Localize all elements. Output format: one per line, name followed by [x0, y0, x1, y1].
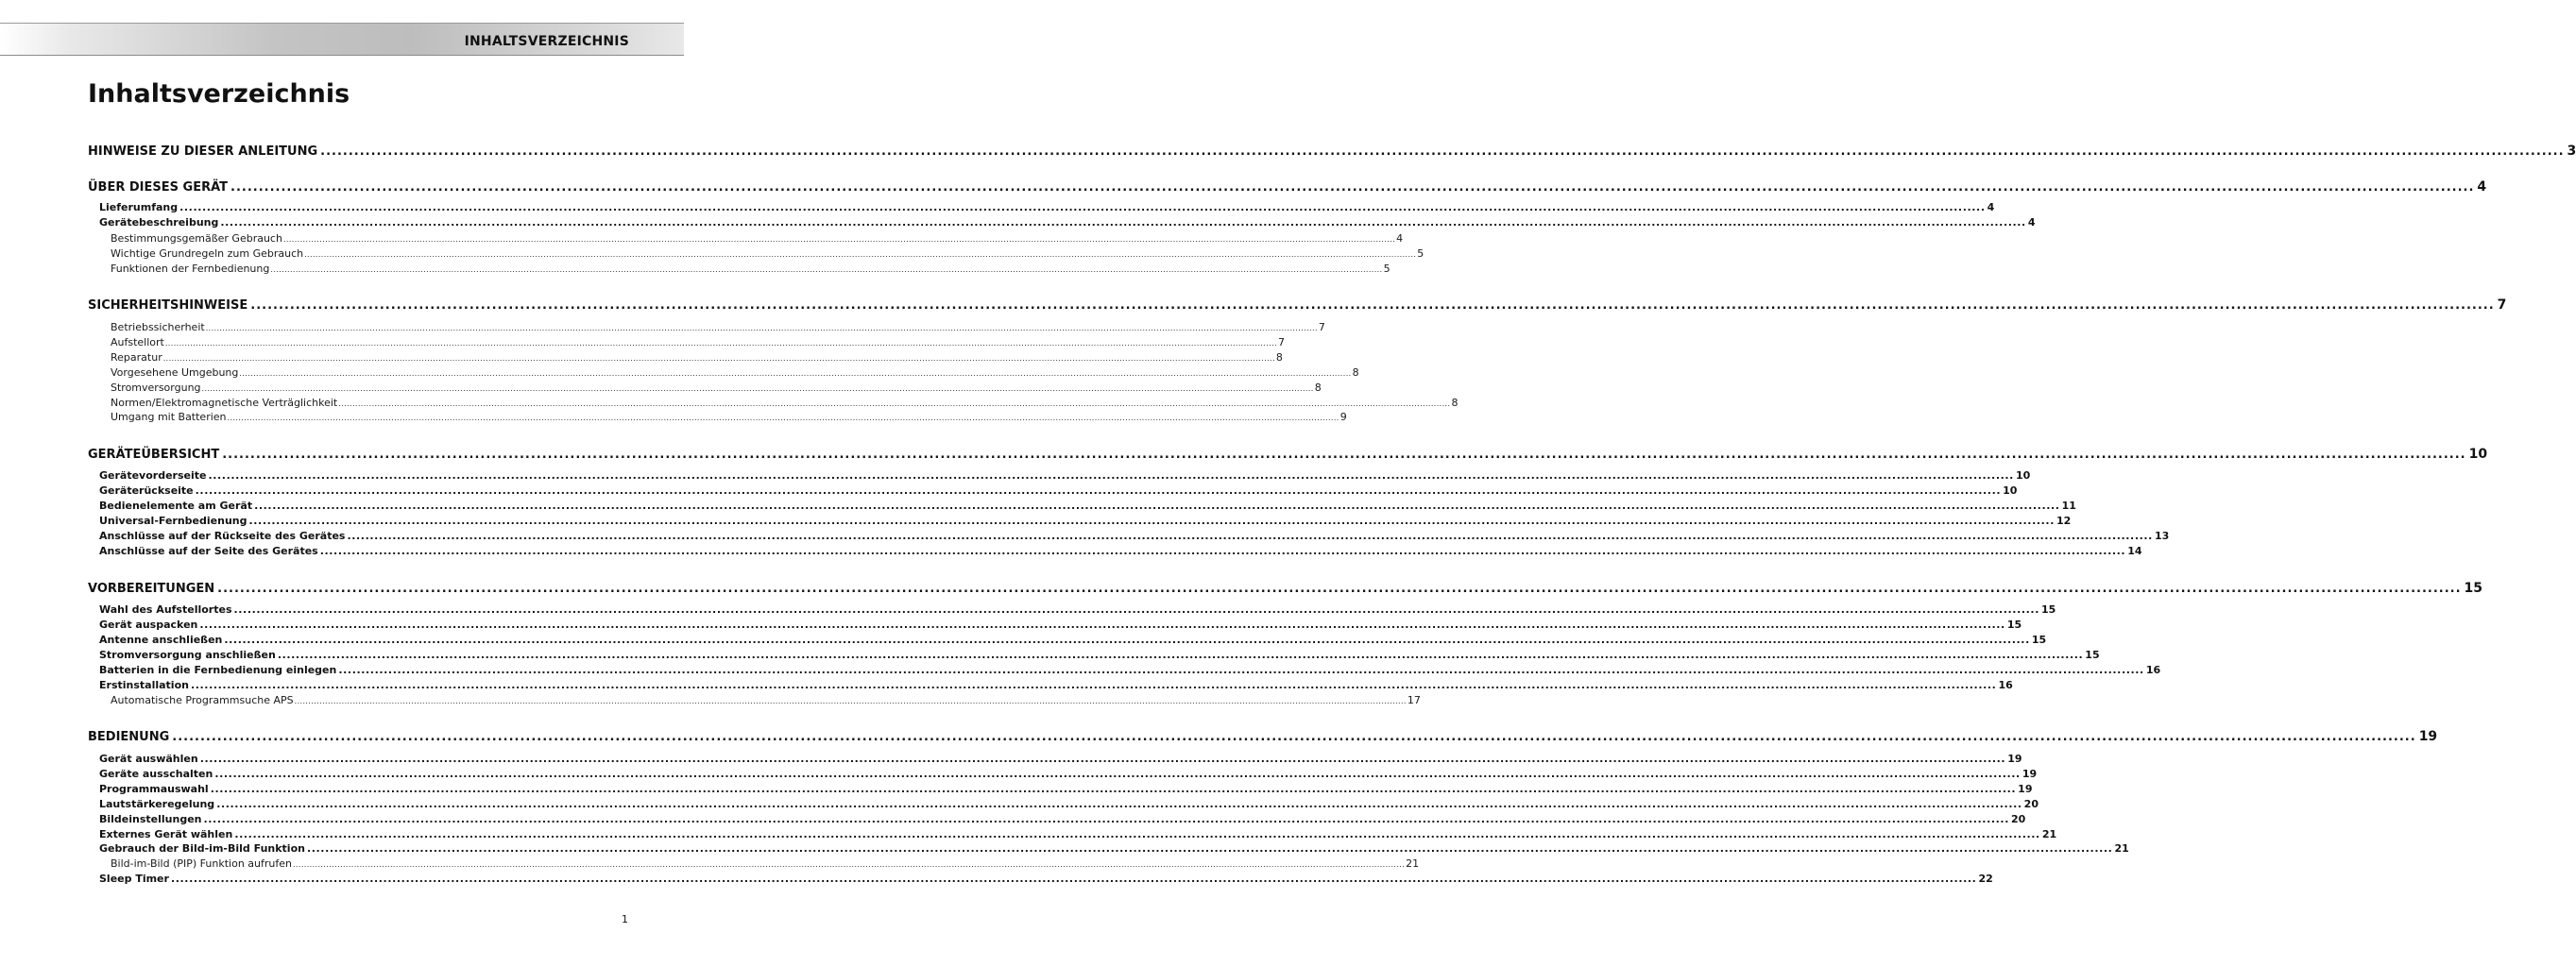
toc-subentry[interactable]: [111, 232, 1404, 245]
toc-entry-page: 20: [2023, 798, 2039, 810]
toc-section[interactable]: [88, 179, 2487, 195]
toc-entry-page: 15: [2464, 581, 2483, 596]
toc-entry[interactable]: [99, 216, 2036, 229]
dot-leader: ................................................................................................................................................................................................................................................................................................................................................................................................................: [199, 753, 2006, 765]
toc-entry-title: Anschlüsse auf der Seite des Gerätes: [99, 545, 318, 557]
toc-entry-title: Externes Gerät wählen: [99, 828, 233, 840]
toc-entry[interactable]: [99, 619, 2022, 631]
toc-entry-page: 7: [1318, 321, 1325, 333]
toc-entry-title: Wahl des Aufstellortes: [99, 603, 232, 616]
toc-entry-page: 19: [2418, 729, 2438, 744]
dot-leader: ................................................................................................................................................................................................................................................................................................................................................................................................................: [254, 500, 2060, 512]
toc-section[interactable]: [88, 447, 2488, 462]
toc-entry-title: Gerätebeschreibung: [99, 216, 219, 229]
dot-leader: ................................................................................................................................................................................................................................................................................................................................................................................................................: [222, 448, 2466, 462]
toc-subentry[interactable]: [111, 247, 1424, 260]
toc-section[interactable]: [88, 297, 2507, 313]
toc-entry[interactable]: [99, 484, 2018, 497]
toc-entry-page: 7: [1278, 336, 1286, 348]
dot-leader: ................................................................................................................................................................................................................................................................................................................................................................................................................: [172, 730, 2416, 744]
toc-entry-title: VORBEREITUNGEN: [88, 582, 215, 596]
toc-entry[interactable]: [99, 873, 1993, 885]
toc-entry-title: ÜBER DIESES GERÄT: [88, 180, 229, 195]
toc-subentry[interactable]: [111, 321, 1325, 333]
toc-entry-title: HINWEISE ZU DIESER ANLEITUNG: [88, 144, 318, 159]
toc-entry-title: Geräterückseite: [99, 484, 194, 497]
toc-entry-title: Funktionen der Fernbedienung: [111, 263, 270, 275]
toc-entry-page: 9: [1339, 411, 1347, 423]
toc-entry-title: Gerät auspacken: [99, 619, 198, 631]
toc-entry-title: Wichtige Grundregeln zum Gebrauch: [111, 247, 304, 260]
toc-entry-page: 8: [1352, 366, 1359, 379]
toc-entry-title: SICHERHEITSHINWEISE: [88, 298, 248, 313]
toc-entry[interactable]: [99, 842, 2129, 855]
toc-entry-page: 19: [2018, 783, 2033, 795]
dot-leader: ................................................................................................................................................................................................................................................................................................................................................................................................................: [170, 873, 1977, 885]
dot-leader: ................................................................................................................................................................................................................................................................................................................................................................................................................: [239, 369, 1352, 378]
page-number: 1: [622, 913, 628, 925]
dot-leader: ................................................................................................................................................................................................................................................................................................................................................................................................................: [250, 298, 2495, 313]
toc-entry[interactable]: [99, 530, 2170, 542]
toc-entry-page: 15: [2040, 603, 2056, 616]
toc-subentry[interactable]: [111, 263, 1390, 275]
toc-entry-title: Vorgesehene Umgebung: [111, 366, 239, 379]
dot-leader: ................................................................................................................................................................................................................................................................................................................................................................................................................: [277, 649, 2084, 661]
toc-entry-title: Umgang mit Batterien: [111, 411, 227, 423]
toc-entry-title: Lautstärkeregelung: [99, 798, 215, 810]
toc-entry-title: Batterien in die Fernbedienung einlegen: [99, 664, 337, 676]
dot-leader: ................................................................................................................................................................................................................................................................................................................................................................................................................: [338, 399, 1451, 408]
toc-entry[interactable]: [99, 813, 2026, 825]
dot-leader: ................................................................................................................................................................................................................................................................................................................................................................................................................: [347, 530, 2153, 542]
toc-entry-title: Bild-im-Bild (PIP) Funktion aufrufen: [111, 857, 292, 870]
toc-entry[interactable]: [99, 634, 2047, 646]
dot-leader: ................................................................................................................................................................................................................................................................................................................................................................................................................: [164, 339, 1278, 348]
toc-entry-page: 10: [2468, 447, 2488, 462]
dot-leader: ................................................................................................................................................................................................................................................................................................................................................................................................................: [294, 697, 1407, 705]
toc-entry-page: 4: [1987, 201, 1995, 213]
dot-leader: ................................................................................................................................................................................................................................................................................................................................................................................................................: [220, 216, 2026, 229]
toc-section[interactable]: [88, 144, 2576, 159]
toc-entry-page: 15: [2031, 634, 2047, 646]
toc-entry-page: 5: [1417, 247, 1424, 260]
toc-subentry[interactable]: [111, 366, 1359, 379]
toc-entry[interactable]: [99, 201, 1995, 213]
toc-subentry[interactable]: [111, 382, 1322, 394]
toc-entry-page: 16: [2145, 664, 2161, 676]
toc-entry-title: Universal-Fernbedienung: [99, 515, 247, 527]
toc-entry-title: Geräte ausschalten: [99, 768, 213, 780]
toc-entry[interactable]: [99, 768, 2038, 780]
dot-leader: ................................................................................................................................................................................................................................................................................................................................................................................................................: [203, 813, 2009, 825]
toc-entry-title: Bildeinstellungen: [99, 813, 202, 825]
toc-entry-title: Programmauswahl: [99, 783, 209, 795]
toc-subentry[interactable]: [111, 351, 1283, 364]
dot-leader: ................................................................................................................................................................................................................................................................................................................................................................................................................: [217, 582, 2462, 596]
toc-entry[interactable]: [99, 515, 2072, 527]
toc-entry-page: 10: [2015, 469, 2031, 482]
toc-entry[interactable]: [99, 469, 2031, 482]
toc-entry-title: Gerät auswählen: [99, 753, 198, 765]
toc-entry-title: Anschlüsse auf der Rückseite des Gerätes: [99, 530, 346, 542]
toc-entry[interactable]: [99, 679, 2013, 691]
dot-leader: ................................................................................................................................................................................................................................................................................................................................................................................................................: [320, 144, 2565, 159]
toc-entry-title: Bedienelemente am Gerät: [99, 500, 253, 512]
dot-leader: ................................................................................................................................................................................................................................................................................................................................................................................................................: [201, 384, 1314, 393]
toc-entry-title: Gebrauch der Bild-im-Bild Funktion: [99, 842, 305, 855]
toc-entry-title: Reparatur: [111, 351, 162, 364]
toc-entry-page: 15: [2085, 649, 2100, 661]
dot-leader: ................................................................................................................................................................................................................................................................................................................................................................................................................: [216, 798, 2022, 810]
toc-entry-page: 4: [2477, 179, 2487, 195]
toc-entry-title: Lieferumfang: [99, 201, 179, 213]
toc-entry-page: 8: [1451, 397, 1459, 409]
toc-entry[interactable]: [99, 500, 2076, 512]
dot-leader: ................................................................................................................................................................................................................................................................................................................................................................................................................: [230, 180, 2475, 195]
toc-entry-page: 13: [2154, 530, 2170, 542]
dot-leader: ................................................................................................................................................................................................................................................................................................................................................................................................................: [190, 679, 1997, 691]
dot-leader: ................................................................................................................................................................................................................................................................................................................................................................................................................: [205, 324, 1318, 332]
header-title: INHALTSVERZEICHNIS: [464, 34, 629, 49]
toc-entry[interactable]: [99, 649, 2100, 661]
toc-entry-page: 3: [2567, 144, 2576, 159]
toc-entry-page: 8: [1275, 351, 1283, 364]
dot-leader: ................................................................................................................................................................................................................................................................................................................................................................................................................: [282, 235, 1396, 244]
toc-entry-title: Automatische Programmsuche APS: [111, 694, 294, 706]
toc-entry[interactable]: [99, 603, 2056, 616]
toc-entry-title: Erstinstallation: [99, 679, 189, 691]
toc-entry-page: 19: [2022, 768, 2038, 780]
toc-entry-page: 7: [2497, 297, 2507, 313]
toc-entry-page: 4: [2027, 216, 2036, 229]
header-band: [0, 23, 684, 56]
dot-leader: ................................................................................................................................................................................................................................................................................................................................................................................................................: [162, 354, 1275, 363]
toc-subentry[interactable]: [111, 411, 1347, 423]
toc-entry-page: 8: [1314, 382, 1322, 394]
toc-entry-title: Aufstellort: [111, 336, 164, 348]
toc-entry[interactable]: [99, 545, 2142, 557]
toc-entry-page: 21: [1406, 857, 1420, 870]
toc-subentry[interactable]: [111, 397, 1459, 409]
toc-entry[interactable]: [99, 664, 2161, 676]
toc-entry[interactable]: [99, 783, 2033, 795]
toc-entry-title: Stromversorgung anschließen: [99, 649, 276, 661]
toc-entry-title: Sleep Timer: [99, 873, 169, 885]
dot-leader: ................................................................................................................................................................................................................................................................................................................................................................................................................: [233, 603, 2039, 616]
toc-entry-page: 12: [2056, 515, 2072, 527]
dot-leader: ................................................................................................................................................................................................................................................................................................................................................................................................................: [248, 515, 2055, 527]
toc-entry-page: 14: [2127, 545, 2142, 557]
toc-entry[interactable]: [99, 798, 2039, 810]
toc-entry-page: 4: [1396, 232, 1404, 245]
page-title: Inhaltsverzeichnis: [88, 79, 350, 109]
dot-leader: ................................................................................................................................................................................................................................................................................................................................................................................................................: [179, 201, 1986, 213]
toc-entry-title: Bestimmungsgemäßer Gebrauch: [111, 232, 282, 245]
toc-entry[interactable]: [99, 753, 2022, 765]
dot-leader: ................................................................................................................................................................................................................................................................................................................................................................................................................: [306, 842, 2113, 855]
dot-leader: ................................................................................................................................................................................................................................................................................................................................................................................................................: [304, 250, 1417, 259]
toc-entry[interactable]: [99, 828, 2057, 840]
toc-entry-page: 21: [2041, 828, 2057, 840]
dot-leader: ................................................................................................................................................................................................................................................................................................................................................................................................................: [199, 619, 2005, 631]
toc-entry-title: Stromversorgung: [111, 382, 201, 394]
dot-leader: ................................................................................................................................................................................................................................................................................................................................................................................................................: [210, 783, 2017, 795]
dot-leader: ................................................................................................................................................................................................................................................................................................................................................................................................................: [224, 634, 2030, 646]
dot-leader: ................................................................................................................................................................................................................................................................................................................................................................................................................: [208, 469, 2014, 482]
dot-leader: ................................................................................................................................................................................................................................................................................................................................................................................................................: [292, 860, 1406, 869]
toc-section[interactable]: [88, 729, 2438, 744]
toc-section[interactable]: [88, 581, 2483, 596]
toc-entry-page: 16: [1998, 679, 2013, 691]
toc-entry-title: Normen/Elektromagnetische Verträglichkeit: [111, 397, 338, 409]
dot-leader: ................................................................................................................................................................................................................................................................................................................................................................................................................: [214, 768, 2021, 780]
toc-entry-page: 20: [2010, 813, 2026, 825]
dot-leader: ................................................................................................................................................................................................................................................................................................................................................................................................................: [195, 484, 2002, 497]
dot-leader: ................................................................................................................................................................................................................................................................................................................................................................................................................: [338, 664, 2144, 676]
toc-subentry[interactable]: [111, 694, 1421, 706]
toc-subentry[interactable]: [111, 336, 1286, 348]
toc-entry-page: 11: [2061, 500, 2076, 512]
toc-entry-page: 19: [2007, 753, 2022, 765]
toc-entry-page: 21: [2114, 842, 2129, 855]
toc-entry-page: 10: [2003, 484, 2018, 497]
toc-subentry[interactable]: [111, 857, 1420, 870]
dot-leader: ................................................................................................................................................................................................................................................................................................................................................................................................................: [270, 265, 1383, 274]
toc-entry-title: BEDIENUNG: [88, 730, 170, 744]
dot-leader: ................................................................................................................................................................................................................................................................................................................................................................................................................: [227, 414, 1339, 422]
toc-entry-title: Antenne anschließen: [99, 634, 223, 646]
toc-entry-page: 17: [1407, 694, 1421, 706]
toc-entry-page: 22: [1978, 873, 1993, 885]
toc-entry-title: Betriebssicherheit: [111, 321, 205, 333]
toc-entry-title: GERÄTEÜBERSICHT: [88, 448, 220, 462]
dot-leader: ................................................................................................................................................................................................................................................................................................................................................................................................................: [234, 828, 2040, 840]
toc-entry-page: 15: [2006, 619, 2022, 631]
toc-entry-title: Gerätevorderseite: [99, 469, 207, 482]
dot-leader: ................................................................................................................................................................................................................................................................................................................................................................................................................: [319, 545, 2126, 557]
toc-entry-page: 5: [1383, 263, 1390, 275]
